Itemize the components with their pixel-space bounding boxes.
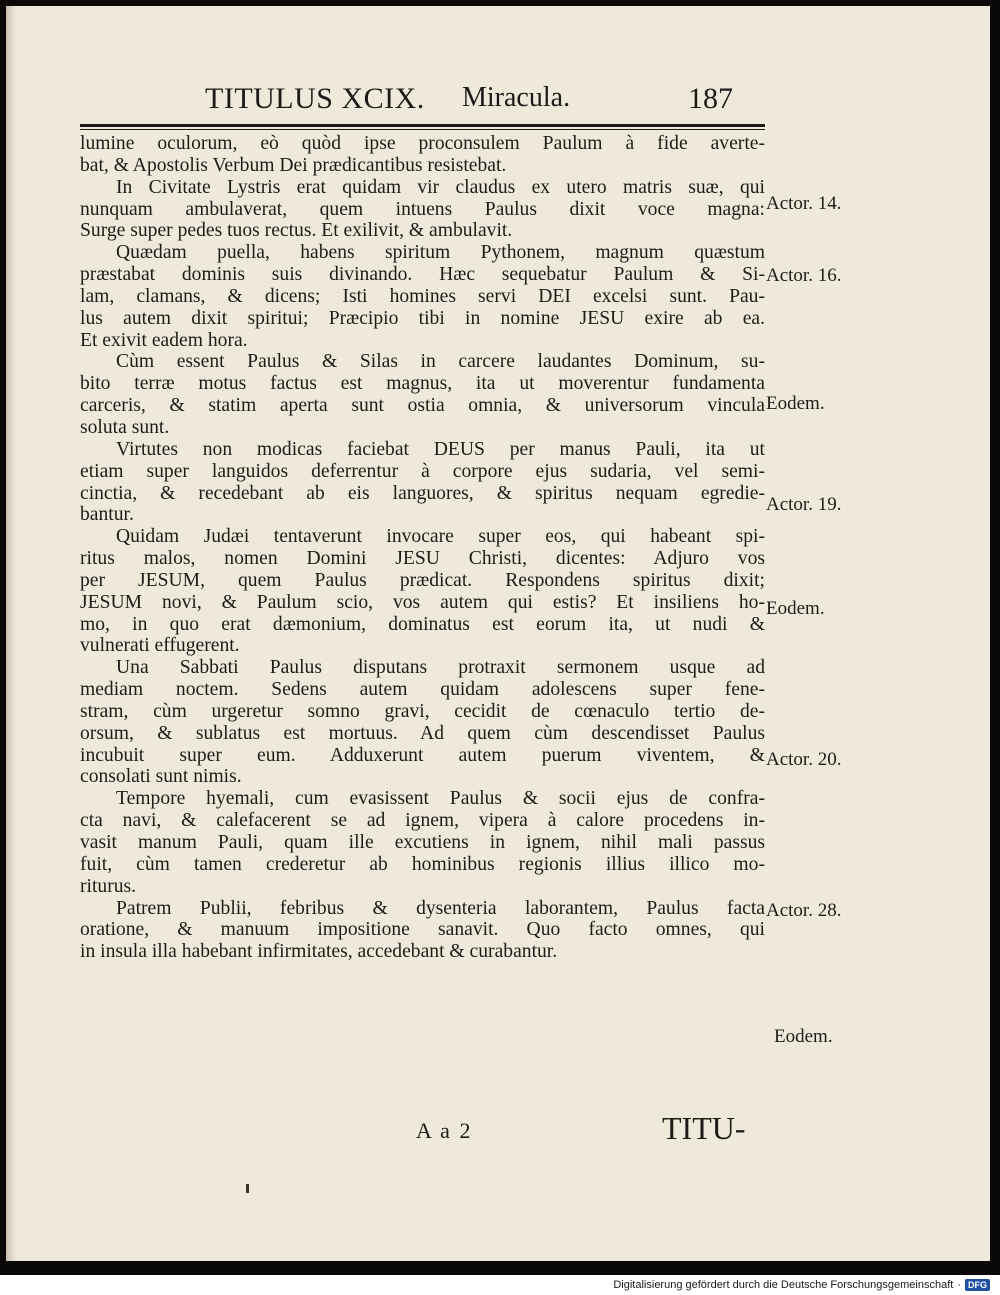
digitization-credit — [613, 1279, 990, 1291]
text-line: oratione, & manuum impositione sanavit. Quo facto omnes, qui — [80, 919, 765, 941]
text-line: lam, clamans, & dicens; Isti homines servi DEI excelsi sunt. Pau- — [80, 285, 765, 307]
margin-reference: Actor. 28. — [766, 900, 842, 921]
text-line: lus autem dixit spiritui; Præcipio tibi in nomine JESU exire ab ea. — [80, 307, 765, 329]
text-line: in insula illa habebant infirmitates, accedebant & curabantur. — [80, 941, 558, 963]
text-line: consolati sunt nimis. — [80, 766, 242, 788]
text-line: ritus malos, nomen Domini JESU Christi, dicentes: Adjuro vos — [80, 548, 765, 570]
text-line: carceris, & statim aperta sunt ostia omnia, & universorum vincula — [80, 395, 765, 417]
text-line: Una Sabbati Paulus disputans protraxit sermonem usque ad — [116, 657, 765, 679]
text-line: cinctia, & recedebant ab eis languores, & spiritus nequam egredie- — [80, 482, 765, 504]
header-rule-thin — [80, 129, 765, 130]
catchword: TITU- — [662, 1110, 746, 1146]
text-line: per JESUM, quem Paulus prædicat. Respondens spiritus dixit; — [80, 569, 765, 591]
text-line: mo, in quo erat dæmonium, dominatus est eorum ita, ut nudi & — [80, 613, 765, 635]
text-line: stram, cùm urgeretur somno gravi, cecidit de cœnaculo tertio de- — [80, 700, 765, 722]
signature-mark: A a 2 — [416, 1118, 473, 1143]
margin-reference: Eodem. — [766, 393, 825, 414]
margin-reference: Eodem. — [766, 598, 825, 619]
text-line: vulnerati effugerent. — [80, 635, 240, 657]
margin-reference: Eodem. — [774, 1026, 833, 1047]
text-line: Surge super pedes tuos rectus. Et exilivit, & ambulavit. — [80, 220, 513, 242]
text-line: mediam noctem. Sedens autem quidam adolescens super fene- — [80, 679, 765, 701]
header-rule — [80, 124, 765, 127]
margin-reference: Actor. 20. — [766, 749, 842, 770]
text-line: lumine oculorum, eò quòd ipse proconsulem Paulum à fide averte- — [80, 133, 765, 154]
page-gutter-shadow — [6, 6, 16, 1261]
text-line: bat, & Apostolis Verbum Dei prædicantibus resistebat. — [80, 154, 507, 176]
running-section: Miracula. — [462, 82, 571, 113]
text-line: etiam super languidos deferrentur à corpore ejus sudaria, vel semi- — [80, 460, 765, 482]
margin-reference: Actor. 16. — [766, 265, 842, 286]
text-line: Et exivit eadem hora. — [80, 329, 248, 351]
text-line: bito terræ motus factus est magnus, ita ut moverentur fundamenta — [80, 373, 765, 395]
text-line: JESUM novi, & Paulum scio, vos autem qui estis? Et insiliens ho- — [80, 591, 765, 613]
text-line: Cùm essent Paulus & Silas in carcere laudantes Dominum, su- — [116, 351, 765, 373]
dfg-logo-icon: DFG — [965, 1279, 990, 1291]
body-text — [80, 133, 765, 963]
text-line: incubuit super eum. Adduxerunt autem puerum viventem, & — [80, 744, 765, 766]
text-line: Quidam Judæi tentaverunt invocare super eos, qui habeant spi- — [116, 526, 765, 548]
text-line: orsum, & sublatus est mortuus. Ad quem cùm descendisset Paulus — [80, 722, 765, 744]
credit-text: Digitalisierung gefördert durch die Deutsche Forschungsgemeinschaft — [613, 1279, 954, 1291]
ink-speck — [246, 1184, 249, 1193]
text-line: vasit manum Pauli, quam ille excutiens in ignem, nihil mali passus — [80, 832, 765, 853]
text-line: fuit, cùm tamen crederetur ab hominibus regionis illius illico mo- — [80, 853, 765, 875]
text-line: præstabat dominis suis divinando. Hæc sequebatur Paulum & Si- — [80, 264, 765, 286]
page-number: 187 — [688, 82, 733, 115]
text-line: bantur. — [80, 504, 134, 526]
margin-reference: Actor. 19. — [766, 494, 842, 515]
text-line: soluta sunt. — [80, 416, 170, 438]
running-title: TITULUS XCIX. — [205, 82, 425, 115]
text-line: Patrem Publii, febribus & dysenteria laborantem, Paulus facta — [116, 897, 765, 919]
margin-reference: Actor. 14. — [766, 193, 842, 214]
text-line: Tempore hyemali, cum evasissent Paulus & socii ejus de confra- — [116, 788, 765, 810]
text-line: riturus. — [80, 875, 137, 897]
separator: · — [957, 1279, 961, 1291]
running-head — [0, 82, 1000, 122]
text-line: nunquam ambulaverat, quem intuens Paulus dixit voce magna: — [80, 198, 765, 220]
text-line: In Civitate Lystris erat quidam vir claudus ex utero matris suæ, qui — [116, 176, 765, 198]
text-line: cta navi, & calefacerent se ad ignem, vipera à calore procedens in- — [80, 810, 765, 832]
text-line: Virtutes non modicas faciebat DEUS per manus Pauli, ita ut — [116, 438, 765, 460]
text-line: Quædam puella, habens spiritum Pythonem, magnum quæstum — [116, 242, 765, 264]
